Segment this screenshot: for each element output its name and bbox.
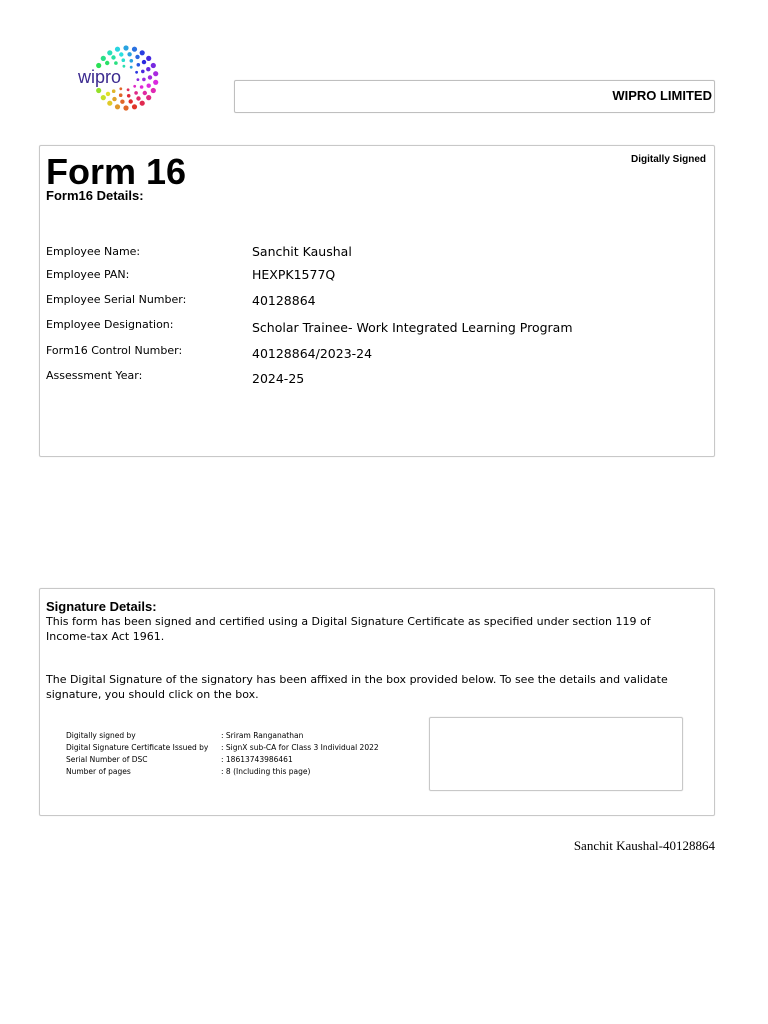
logo-dot: [123, 65, 126, 68]
employee-serial-value: 40128864: [252, 293, 316, 308]
signature-panel: [39, 588, 715, 816]
logo-dot: [146, 56, 151, 61]
logo-dot: [137, 78, 140, 81]
logo-dot: [142, 60, 146, 64]
digitally-signed-label: Digitally Signed: [630, 154, 706, 165]
logo-dot: [153, 71, 158, 76]
logo-dot: [115, 104, 120, 109]
logo-dot: [141, 70, 145, 74]
logo-dot: [148, 75, 152, 79]
logo-dot: [151, 88, 156, 93]
logo-dot: [127, 88, 130, 91]
logo-dot: [115, 47, 120, 52]
wipro-logo-text: wipro: [78, 67, 122, 87]
dsc-issuer-value: : SignX sub-CA for Class 3 Individual 2022: [221, 743, 379, 752]
logo-dot: [127, 94, 131, 98]
logo-dot: [140, 85, 144, 89]
digital-signature-box[interactable]: [429, 717, 683, 791]
dsc-signed-by-value: : Sriram Ranganathan: [221, 731, 304, 740]
control-number-value: 40128864/2023-24: [252, 346, 373, 361]
logo-dot: [112, 89, 116, 93]
logo-dot: [123, 45, 128, 50]
logo-dot: [119, 93, 123, 97]
logo-dot: [151, 63, 156, 68]
wipro-logo-mark: [74, 44, 164, 112]
logo-dot: [146, 95, 151, 100]
logo-dot: [106, 92, 110, 96]
signature-title: Signature Details:: [46, 599, 157, 614]
logo-dot: [122, 58, 126, 62]
assessment-year-label: Assessment Year:: [46, 369, 143, 382]
logo-dot: [120, 100, 124, 104]
logo-dot: [133, 85, 136, 88]
logo-dot: [130, 59, 134, 63]
company-header-box: [234, 80, 715, 113]
logo-dot: [135, 71, 138, 74]
logo-dot: [129, 99, 133, 103]
logo-dot: [127, 52, 131, 56]
logo-dot: [134, 91, 138, 95]
logo-dot: [112, 97, 116, 101]
employee-name-label: Employee Name:: [46, 245, 141, 258]
footer-employee-id: Sanchit Kaushal-40128864: [573, 838, 715, 853]
dsc-serial-value: : 18613743986461: [221, 755, 293, 764]
dsc-signed-by-label: Digitally signed by: [66, 731, 136, 740]
logo-dot: [137, 63, 141, 67]
logo-dot: [114, 61, 118, 65]
logo-dot: [107, 101, 112, 106]
logo-dot: [132, 47, 137, 52]
form16-panel: [39, 145, 715, 457]
logo-dot: [105, 61, 109, 65]
logo-dot: [140, 50, 145, 55]
signature-certification-text: This form has been signed and certified using a Digital Signature Certificate as specified under section 119 of Income-tax Act 1961.: [46, 615, 651, 643]
employee-designation-value: Scholar Trainee- Work Integrated Learning Program: [252, 320, 573, 335]
logo-dot: [147, 84, 151, 88]
logo-dot: [119, 52, 123, 56]
logo-dot: [143, 91, 147, 95]
logo-dot: [136, 96, 140, 100]
logo-dot: [101, 56, 106, 61]
logo-dot: [153, 80, 158, 85]
employee-pan-label: Employee PAN:: [46, 268, 130, 281]
dsc-pages-label: Number of pages: [66, 767, 131, 776]
logo-dot: [140, 101, 145, 106]
logo-dot: [123, 105, 128, 110]
logo-dot: [130, 66, 133, 69]
logo-dot: [96, 88, 101, 93]
logo-dot: [119, 87, 122, 90]
control-number-label: Form16 Control Number:: [46, 344, 183, 357]
wipro-logo: [74, 44, 164, 112]
logo-dot: [142, 78, 146, 82]
employee-serial-label: Employee Serial Number:: [46, 293, 187, 306]
logo-dot: [101, 95, 106, 100]
employee-name-value: Sanchit Kaushal: [252, 244, 352, 259]
employee-designation-label: Employee Designation:: [46, 318, 174, 331]
logo-dot: [135, 55, 139, 59]
company-name: WIPRO LIMITED: [612, 88, 712, 103]
logo-dot: [111, 55, 115, 59]
logo-dot: [132, 104, 137, 109]
form-subtitle: Form16 Details:: [46, 188, 144, 203]
logo-dot: [107, 50, 112, 55]
logo-dot: [146, 67, 150, 71]
employee-pan-value: HEXPK1577Q: [252, 267, 336, 282]
form-title: Form 16: [46, 151, 187, 192]
signature-instructions-text: The Digital Signature of the signatory has been affixed in the box provided below. To see the details and validate signature, you should click on the box.: [46, 673, 668, 701]
dsc-serial-label: Serial Number of DSC: [66, 755, 148, 764]
dsc-pages-value: : 8 (Including this page): [221, 767, 311, 776]
assessment-year-value: 2024-25: [252, 371, 305, 386]
dsc-issuer-label: Digital Signature Certificate Issued by: [66, 743, 209, 752]
